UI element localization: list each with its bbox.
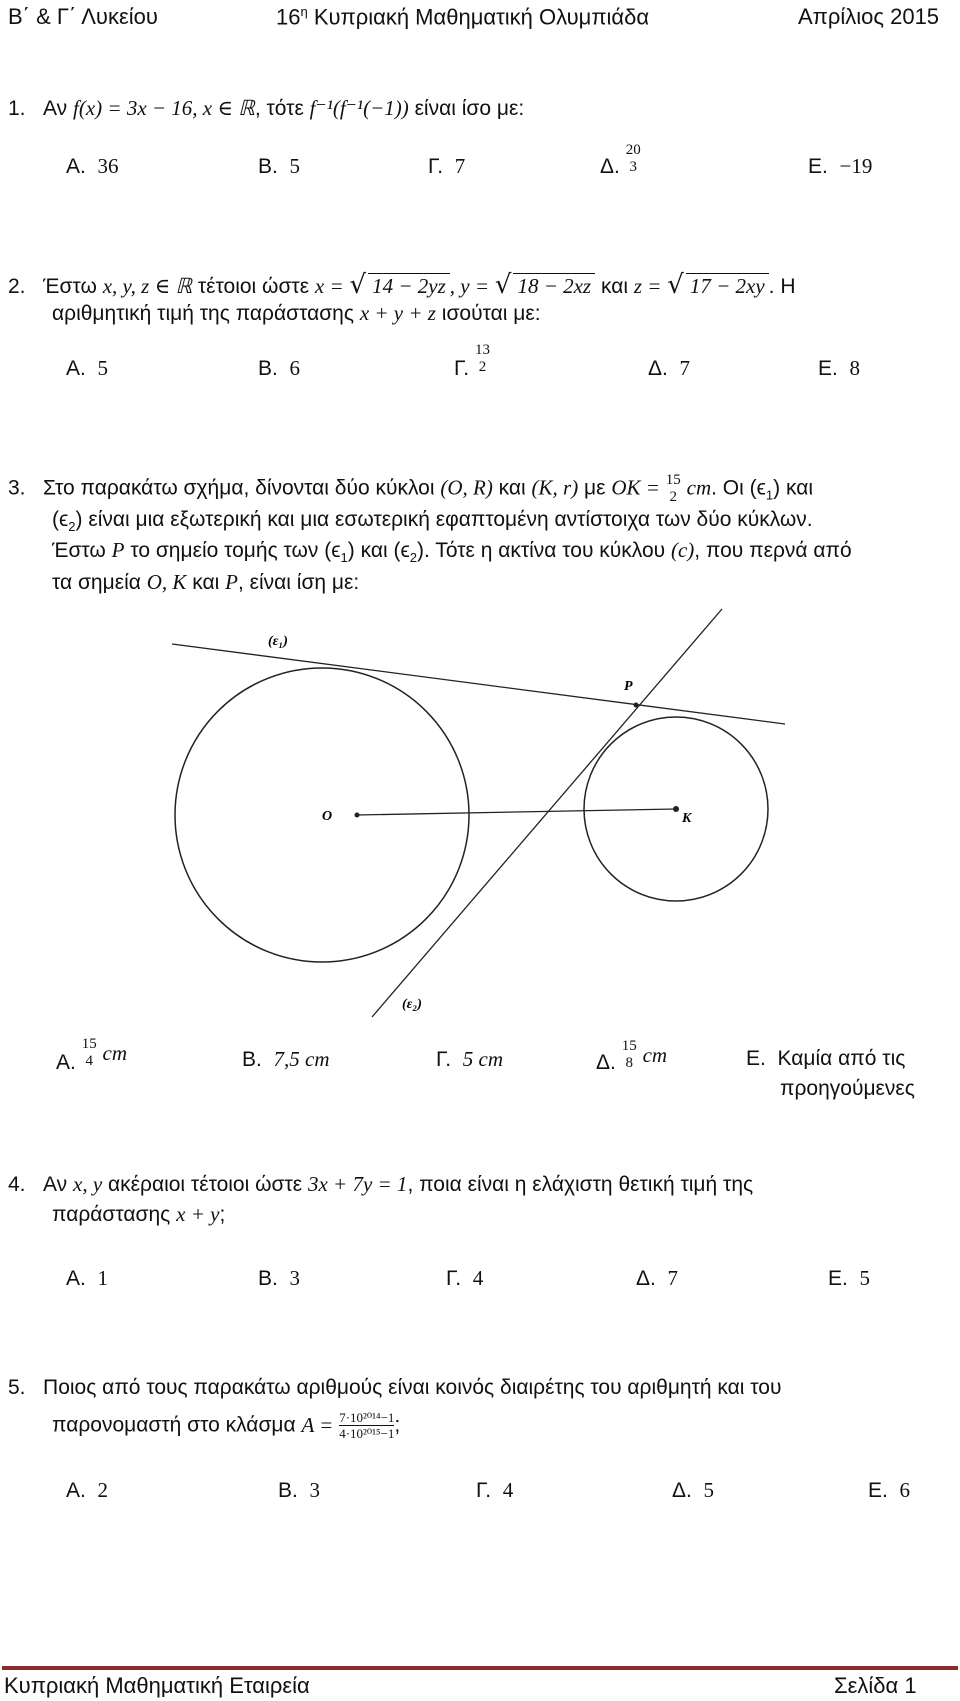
q2-option-d: Δ. 7 [648, 356, 691, 380]
q1-option-a: Α. 36 [66, 154, 119, 178]
q3-stem-line3: Έστω P το σημείο τομής των $(\epsilon_1)$ και $(\epsilon_2)$. Τότε η ακτίνα του κύκλου (c), που περνά από [52, 538, 852, 566]
q4-stem-line2: παράστασης x + y; [52, 1202, 226, 1226]
q3-option-e: Ε. Καμία από τις [746, 1047, 906, 1070]
q4-option-a: Α. 1 [66, 1266, 109, 1290]
label-k: K [682, 811, 692, 826]
q4-stem-line1: 4. Αν x, y ακέραιοι τέτοιοι ώστε 3x + 7y = 1, ποια είναι η ελάχιστη θετική τιμή της [8, 1172, 754, 1196]
footer-left: Κυπριακή Μαθηματική Εταιρεία [4, 1673, 310, 1698]
q1-option-e: Ε. −19 [808, 154, 873, 178]
footer-rule [2, 1666, 958, 1670]
q2-stem-line2: αριθμητική τιμή της παράστασης x + y + z ισούται με: [52, 301, 541, 325]
segment-ok [357, 809, 676, 815]
q5-option-a: Α. 2 [66, 1478, 109, 1502]
q5-stem-line1: 5. Ποιος από τους παρακάτω αριθμούς είναι κοινός διαιρέτης του αριθμητή και του [8, 1376, 782, 1399]
label-o: O [322, 809, 333, 824]
q5-option-d: Δ. 5 [672, 1478, 715, 1502]
label-e2: (ε₂) [402, 997, 422, 1012]
q3-stem-line1: 3. Στο παρακάτω σχήμα, δίνονται δύο κύκλοι (O, R) και (K, r) με OK = 15 2 cm. Οι $(\epsilon_1)$ και [8, 472, 814, 505]
q1-option-c: Γ. 7 [428, 154, 466, 178]
footer-right: Σελίδα 1 [834, 1673, 917, 1698]
q3-option-e-line2: προηγούμενες [780, 1077, 915, 1100]
point-k [673, 806, 679, 812]
q4-option-d: Δ. 7 [636, 1266, 679, 1290]
point-p [634, 703, 639, 708]
q3-option-b: Β. 7,5 cm [242, 1047, 330, 1071]
tangent-e2 [372, 609, 722, 1017]
q2-option-b: Β. 6 [258, 356, 301, 380]
q5-stem-line2: παρονομαστή στο κλάσμα A = $\frac{\text{7·10²⁰¹⁴−1}}{\text{4·10²⁰¹⁵−1}}$ ; [52, 1410, 401, 1441]
q5-option-c: Γ. 4 [476, 1478, 514, 1502]
q4-option-b: Β. 3 [258, 1266, 301, 1290]
q3-stem-line4: τα σημεία O, K και P, είναι ίση με: [52, 570, 360, 594]
q1-option-d: Δ. 20 3 [600, 142, 641, 178]
q4-option-c: Γ. 4 [446, 1266, 484, 1290]
q2-option-e: Ε. 8 [818, 356, 861, 380]
tangent-e1 [172, 644, 785, 724]
q2-stem-line1: 2. Έστω x, y, z ∈ ℝ τέτοιοι ώστε x = √ 14 − 2yz , y = √ 18 − 2xz και z = √ 17 − 2xy . Η [8, 270, 796, 300]
label-e1: (ε₁) [268, 634, 288, 649]
point-o [355, 813, 360, 818]
header-right: Απρίλιος 2015 [798, 4, 940, 29]
q3-stem-line2: $(\epsilon_2)$ είναι μια εξωτερική και μια εσωτερική εφαπτομένη αντίστοιχα των δύο κύκλων. [52, 508, 813, 535]
q3-option-d: Δ. 15 8 cm [596, 1038, 668, 1074]
q2-option-a: Α. 5 [66, 356, 109, 380]
q3-option-a: Α. 15 4 cm [56, 1036, 128, 1074]
label-p: P [624, 679, 633, 694]
q3-option-c: Γ. 5 cm [436, 1047, 504, 1071]
header-left: Β΄ & Γ΄ Λυκείου [8, 4, 158, 29]
q5-option-b: Β. 3 [278, 1478, 321, 1502]
q1-stem: 1. Αν f(x) = 3x − 16, x ∈ ℝ, τότε f⁻¹(f⁻¹(−1)) είναι ίσο με: [8, 96, 525, 120]
q1-option-b: Β. 5 [258, 154, 301, 178]
q5-option-e: Ε. 6 [868, 1478, 911, 1502]
q2-option-c: Γ. 13 2 [454, 342, 490, 380]
header-center: $16^\eta$ Κυπριακή Μαθηματική Ολυμπιάδα [276, 4, 650, 30]
q4-option-e: Ε. 5 [828, 1266, 871, 1290]
